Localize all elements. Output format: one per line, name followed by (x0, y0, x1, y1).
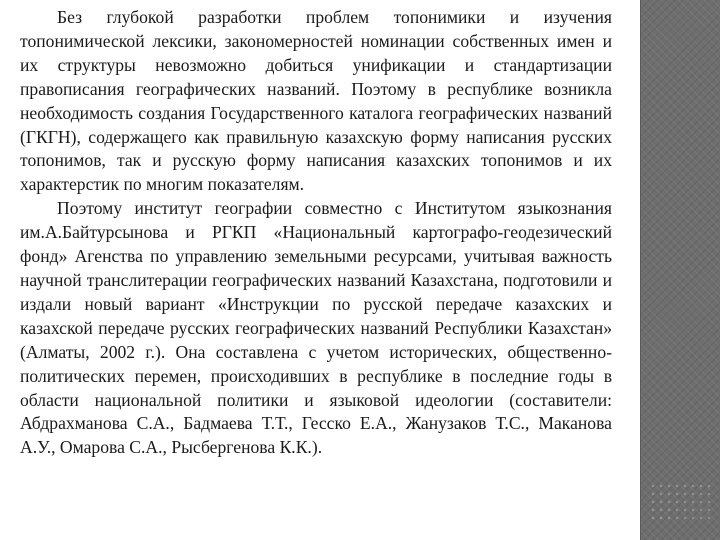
paragraph-1: Без глубокой разработки проблем топонимики и изучения топонимической лексики, закономерностей номинации собственных имен и их структуры невозможно добиться унификации и стандартизации правописания географических названий. Поэтому в республике возникла необходимость создания Государственного каталога географических названий (ГКГН), содержащего как правильную казахскую форму написания русских топонимов, так и русскую форму написания казахских топонимов и их характерстик по многим показателям. (20, 7, 612, 195)
paragraph-2: Поэтому институт географии совместно с Институтом языкознания им.А.Байтурсынова и РГКП «Национальный картографо-геодезический фонд» Агенства по управлению земельными ресурсами, учитывая важность научной транслитерации географических названий Казахстана, подготовили и издали новый вариант «Инструкции по русской передаче казахских и казахской передаче русских географических названий Республики Казахстан» (Алматы, 2002 г.). Она составлена с учетом исторических, общественно-политических перемен, происходивших в республике в последние годы в области национальной политики и языковой идеологии (составители: Абдрахманова С.А., Бадмаева Т.Т., Гесско Е.А., Жанузаков Т.С., Маканова А.У., Омарова С.А., Рысбергенова К.К.). (20, 198, 612, 458)
dot-pattern (649, 482, 713, 522)
decorative-side-panel (640, 0, 720, 540)
body-text (20, 6, 612, 460)
